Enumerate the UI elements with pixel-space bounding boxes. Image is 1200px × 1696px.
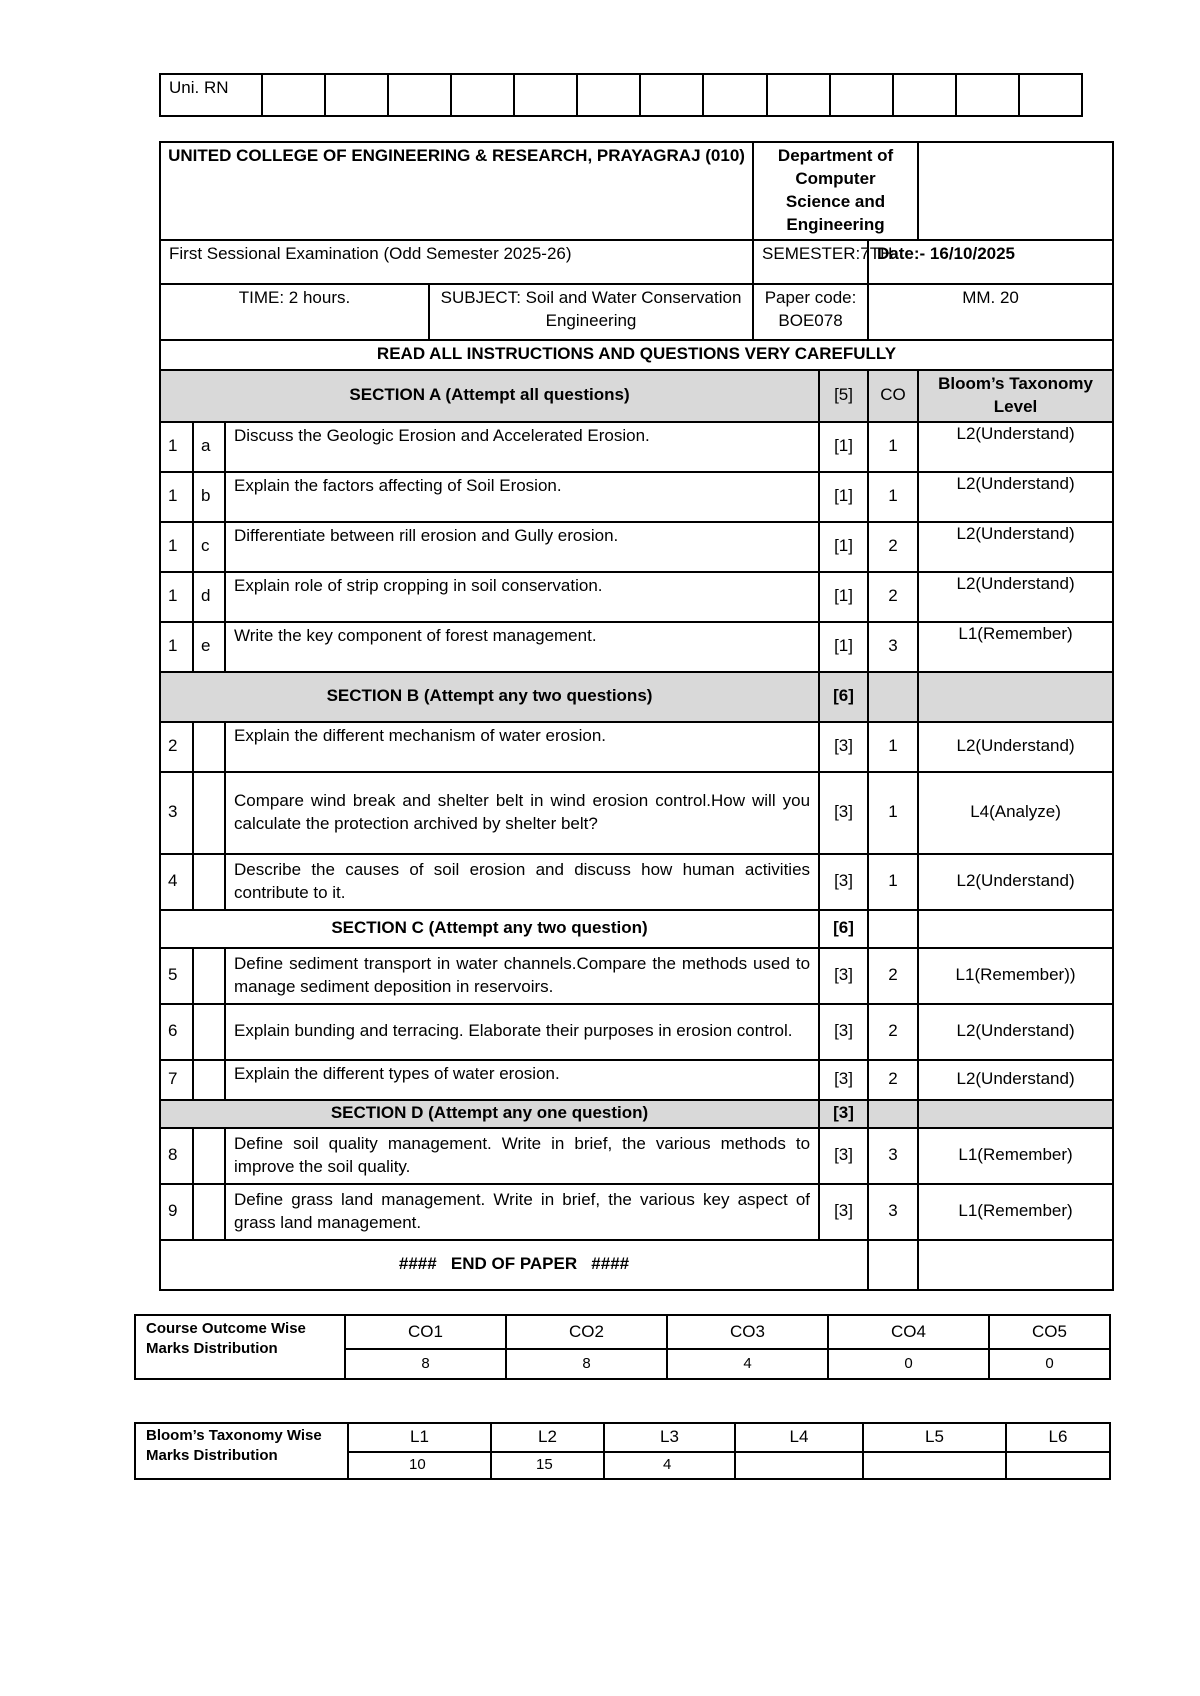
table-row bbox=[160, 572, 1113, 622]
question-marks: [3] bbox=[819, 948, 868, 1004]
section-title: SECTION D (Attempt any one question) bbox=[160, 1100, 819, 1128]
question-text: Explain role of strip cropping in soil conservation. bbox=[225, 572, 819, 622]
exam-name: First Sessional Examination (Odd Semester 2025-26) bbox=[160, 240, 753, 284]
question-number: 4 bbox=[160, 854, 193, 910]
section-title: SECTION A (Attempt all questions) bbox=[160, 370, 819, 422]
question-text: Explain the factors affecting of Soil Erosion. bbox=[225, 472, 819, 522]
bloom-header: L5 bbox=[863, 1423, 1006, 1452]
bloom-header: L2 bbox=[491, 1423, 604, 1452]
question-co: 2 bbox=[868, 572, 918, 622]
bloom-header: L6 bbox=[1006, 1423, 1110, 1452]
question-marks: [3] bbox=[819, 854, 868, 910]
exam-time: TIME: 2 hours. bbox=[160, 284, 429, 340]
end-of-paper: #### END OF PAPER #### bbox=[160, 1240, 868, 1290]
bloom-header: L4 bbox=[735, 1423, 863, 1452]
question-number: 9 bbox=[160, 1184, 193, 1240]
table-row bbox=[160, 622, 1113, 672]
question-number: 1 bbox=[160, 422, 193, 472]
roll-box[interactable] bbox=[1019, 74, 1082, 116]
roll-box[interactable] bbox=[767, 74, 830, 116]
table-row bbox=[160, 472, 1113, 522]
question-marks: [3] bbox=[819, 1128, 868, 1184]
co-value: 0 bbox=[828, 1349, 989, 1379]
question-co: 1 bbox=[868, 472, 918, 522]
co-distribution-label: Course Outcome Wise Marks Distribution bbox=[135, 1315, 345, 1379]
section-marks: [3] bbox=[819, 1100, 868, 1128]
semester: SEMESTER:7TH bbox=[753, 240, 868, 284]
bloom-header: L1 bbox=[348, 1423, 491, 1452]
roll-box[interactable] bbox=[893, 74, 956, 116]
section-marks: [6] bbox=[819, 910, 868, 948]
question-marks: [3] bbox=[819, 722, 868, 772]
question-number: 1 bbox=[160, 572, 193, 622]
question-co: 1 bbox=[868, 722, 918, 772]
question-co: 1 bbox=[868, 854, 918, 910]
exam-date: Date:- 16/10/2025 bbox=[868, 240, 1113, 284]
college-name: UNITED COLLEGE OF ENGINEERING & RESEARCH, PRAYAGRAJ (010) bbox=[160, 142, 753, 240]
table-row bbox=[160, 772, 1113, 854]
bloom-column-header: Bloom’s Taxonomy Level bbox=[918, 370, 1113, 422]
bloom-value: 15 bbox=[491, 1452, 604, 1479]
question-text: Compare wind break and shelter belt in wind erosion control.How will you calculate the protection archived by shelter belt? bbox=[225, 772, 819, 854]
question-part: e bbox=[193, 622, 225, 672]
question-part: b bbox=[193, 472, 225, 522]
roll-box[interactable] bbox=[262, 74, 325, 116]
question-text: Explain bunding and terracing. Elaborate their purposes in erosion control. bbox=[225, 1004, 819, 1060]
bloom-value: 10 bbox=[348, 1452, 491, 1479]
bloom-distribution-table bbox=[134, 1422, 1111, 1480]
question-level: L1(Remember) bbox=[918, 1128, 1113, 1184]
question-co: 2 bbox=[868, 948, 918, 1004]
question-marks: [3] bbox=[819, 772, 868, 854]
question-level: L2(Understand) bbox=[918, 472, 1113, 522]
question-marks: [1] bbox=[819, 572, 868, 622]
bloom-distribution-label: Bloom’s Taxonomy Wise Marks Distribution bbox=[135, 1423, 348, 1479]
question-level: L2(Understand) bbox=[918, 522, 1113, 572]
co-value: 8 bbox=[506, 1349, 667, 1379]
co-column-header: CO bbox=[868, 370, 918, 422]
table-row bbox=[160, 1004, 1113, 1060]
instructions-banner: READ ALL INSTRUCTIONS AND QUESTIONS VERY CAREFULLY bbox=[160, 340, 1113, 370]
roll-box[interactable] bbox=[956, 74, 1019, 116]
question-number: 1 bbox=[160, 522, 193, 572]
exam-paper-table bbox=[159, 141, 1114, 1291]
bloom-value bbox=[863, 1452, 1006, 1479]
table-row bbox=[160, 422, 1113, 472]
section-marks: [5] bbox=[819, 370, 868, 422]
co-header: CO5 bbox=[989, 1315, 1110, 1349]
co-distribution-table bbox=[134, 1314, 1111, 1380]
question-co: 2 bbox=[868, 1004, 918, 1060]
roll-box[interactable] bbox=[830, 74, 893, 116]
question-marks: [3] bbox=[819, 1184, 868, 1240]
max-marks: MM. 20 bbox=[868, 284, 1113, 340]
section-c-header bbox=[160, 910, 1113, 948]
co-header: CO4 bbox=[828, 1315, 989, 1349]
question-marks: [1] bbox=[819, 522, 868, 572]
question-number: 6 bbox=[160, 1004, 193, 1060]
question-text: Explain the different mechanism of water erosion. bbox=[225, 722, 819, 772]
question-text: Discuss the Geologic Erosion and Accelerated Erosion. bbox=[225, 422, 819, 472]
question-co: 1 bbox=[868, 422, 918, 472]
question-level: L1(Remember)) bbox=[918, 948, 1113, 1004]
department-name: Department of Computer Science and Engineering bbox=[753, 142, 918, 240]
question-text: Differentiate between rill erosion and Gully erosion. bbox=[225, 522, 819, 572]
roll-box[interactable] bbox=[388, 74, 451, 116]
question-part: d bbox=[193, 572, 225, 622]
bloom-header: L3 bbox=[604, 1423, 735, 1452]
question-level: L2(Understand) bbox=[918, 722, 1113, 772]
question-text: Describe the causes of soil erosion and discuss how human activities contribute to it. bbox=[225, 854, 819, 910]
bloom-value bbox=[735, 1452, 863, 1479]
co-header: CO3 bbox=[667, 1315, 828, 1349]
question-marks: [3] bbox=[819, 1060, 868, 1100]
bloom-value bbox=[1006, 1452, 1110, 1479]
table-row bbox=[160, 722, 1113, 772]
question-text: Write the key component of forest management. bbox=[225, 622, 819, 672]
question-co: 2 bbox=[868, 1060, 918, 1100]
question-part: c bbox=[193, 522, 225, 572]
question-number: 8 bbox=[160, 1128, 193, 1184]
roll-box[interactable] bbox=[451, 74, 514, 116]
question-text: Define soil quality management. Write in brief, the various methods to improve the soil quality. bbox=[225, 1128, 819, 1184]
question-number: 7 bbox=[160, 1060, 193, 1100]
roll-box[interactable] bbox=[703, 74, 766, 116]
question-number: 2 bbox=[160, 722, 193, 772]
end-row bbox=[160, 1240, 1113, 1290]
roll-number-table bbox=[159, 73, 1083, 117]
question-level: L2(Understand) bbox=[918, 422, 1113, 472]
question-co: 3 bbox=[868, 1128, 918, 1184]
question-co: 2 bbox=[868, 522, 918, 572]
question-part: a bbox=[193, 422, 225, 472]
question-text: Explain the different types of water erosion. bbox=[225, 1060, 819, 1100]
question-level: L2(Understand) bbox=[918, 1060, 1113, 1100]
question-level: L4(Analyze) bbox=[918, 772, 1113, 854]
question-text: Define sediment transport in water channels.Compare the methods used to manage sediment deposition in reservoirs. bbox=[225, 948, 819, 1004]
question-co: 3 bbox=[868, 622, 918, 672]
roll-label: Uni. RN bbox=[160, 74, 262, 116]
question-level: L2(Understand) bbox=[918, 572, 1113, 622]
question-number: 3 bbox=[160, 772, 193, 854]
subject-name: SUBJECT: Soil and Water Conservation Engineering bbox=[429, 284, 753, 340]
question-level: L2(Understand) bbox=[918, 854, 1113, 910]
question-number: 5 bbox=[160, 948, 193, 1004]
paper-code: Paper code: BOE078 bbox=[753, 284, 868, 340]
co-value: 0 bbox=[989, 1349, 1110, 1379]
co-header: CO2 bbox=[506, 1315, 667, 1349]
section-title: SECTION B (Attempt any two questions) bbox=[160, 672, 819, 722]
question-marks: [3] bbox=[819, 1004, 868, 1060]
question-level: L1(Remember) bbox=[918, 622, 1113, 672]
table-row bbox=[160, 1184, 1113, 1240]
roll-box[interactable] bbox=[325, 74, 388, 116]
question-marks: [1] bbox=[819, 622, 868, 672]
section-marks: [6] bbox=[819, 672, 868, 722]
roll-box[interactable] bbox=[640, 74, 703, 116]
table-row bbox=[160, 522, 1113, 572]
co-value: 4 bbox=[667, 1349, 828, 1379]
question-marks: [1] bbox=[819, 422, 868, 472]
section-d-header bbox=[160, 1100, 1113, 1128]
question-co: 1 bbox=[868, 772, 918, 854]
question-number: 1 bbox=[160, 622, 193, 672]
question-level: L1(Remember) bbox=[918, 1184, 1113, 1240]
roll-box[interactable] bbox=[577, 74, 640, 116]
question-marks: [1] bbox=[819, 472, 868, 522]
question-text: Define grass land management. Write in brief, the various key aspect of grass land management. bbox=[225, 1184, 819, 1240]
co-value: 8 bbox=[345, 1349, 506, 1379]
question-co: 3 bbox=[868, 1184, 918, 1240]
table-row bbox=[160, 1060, 1113, 1100]
table-row bbox=[160, 948, 1113, 1004]
co-header: CO1 bbox=[345, 1315, 506, 1349]
table-row bbox=[160, 854, 1113, 910]
section-a-header bbox=[160, 370, 1113, 422]
question-level: L2(Understand) bbox=[918, 1004, 1113, 1060]
section-title: SECTION C (Attempt any two question) bbox=[160, 910, 819, 948]
roll-box[interactable] bbox=[514, 74, 577, 116]
question-number: 1 bbox=[160, 472, 193, 522]
section-b-header bbox=[160, 672, 1113, 722]
bloom-value: 4 bbox=[604, 1452, 735, 1479]
table-row bbox=[160, 1128, 1113, 1184]
